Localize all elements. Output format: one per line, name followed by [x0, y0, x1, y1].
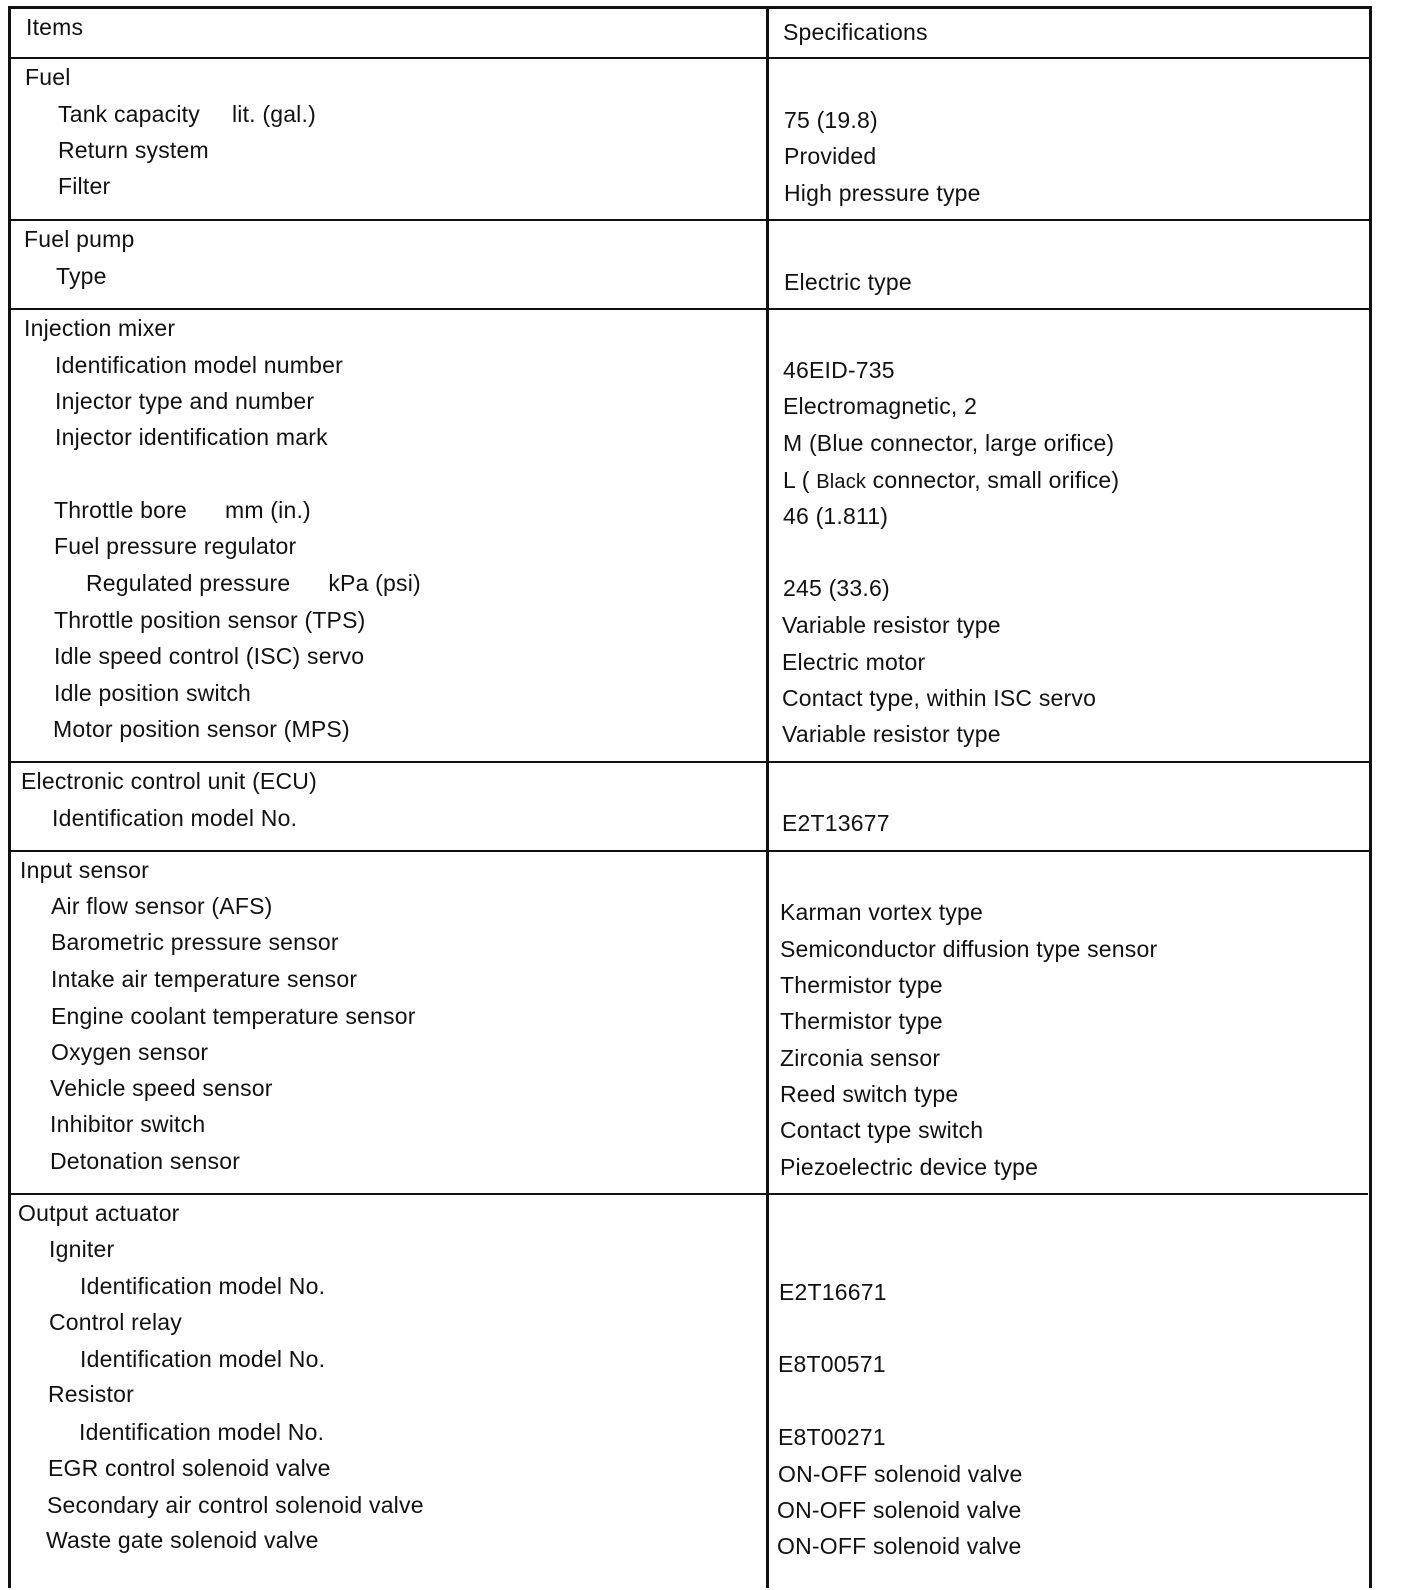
item-value: E8T00271: [778, 1424, 886, 1450]
item-label: Intake air temperature sensor: [51, 966, 358, 992]
item-value: Zirconia sensor: [780, 1045, 941, 1071]
item-value: Electromagnetic, 2: [783, 393, 978, 419]
item-value: 46EID-735: [783, 357, 895, 383]
section-title-output-actuator: Output actuator: [18, 1200, 180, 1226]
item-value: ON-OFF solenoid valve: [777, 1497, 1022, 1523]
item-value: Karman vortex type: [780, 899, 984, 925]
table-top-border: [8, 6, 1372, 9]
section-title-input-sensor: Input sensor: [20, 857, 149, 883]
item-label: Type: [56, 263, 107, 289]
table-right-border: [1369, 6, 1372, 1588]
section-divider: [8, 219, 1372, 221]
table-left-border: [8, 6, 11, 1588]
item-label: Barometric pressure sensor: [51, 929, 339, 955]
item-label: Fuel pressure regulator: [54, 533, 297, 559]
item-value: Electric type: [784, 269, 912, 295]
item-label: Injector type and number: [55, 388, 315, 414]
item-value: Semiconductor diffusion type sensor: [780, 936, 1158, 962]
item-label: Identification model No.: [80, 1273, 326, 1299]
item-label: Idle speed control (ISC) servo: [54, 643, 365, 669]
item-label: Control relay: [49, 1309, 182, 1335]
spec-table: [8, 6, 1372, 1588]
item-value: ON-OFF solenoid valve: [777, 1533, 1022, 1559]
item-label: Identification model No.: [52, 805, 298, 831]
column-divider: [766, 6, 769, 1588]
item-value: L ( Black connector, small orifice): [783, 467, 1120, 493]
item-value: Contact type, within ISC servo: [782, 685, 1097, 711]
item-label: Motor position sensor (MPS): [53, 716, 350, 742]
item-label: Engine coolant temperature sensor: [51, 1003, 416, 1029]
item-value: Reed switch type: [780, 1081, 959, 1107]
item-label: Injector identification mark: [55, 424, 328, 450]
header-items: Items: [26, 14, 84, 40]
item-value: Contact type switch: [780, 1117, 984, 1143]
item-label: Oxygen sensor: [51, 1039, 209, 1065]
item-label: Tank capacity lit. (gal.): [58, 101, 316, 127]
item-label: EGR control solenoid valve: [48, 1455, 331, 1481]
item-label: Identification model No.: [80, 1346, 326, 1372]
section-title-fuel-pump: Fuel pump: [24, 226, 135, 252]
item-label: Filter: [58, 173, 111, 199]
item-value: E8T00571: [778, 1351, 886, 1377]
item-label: Resistor: [48, 1381, 134, 1407]
item-value: E2T16671: [779, 1279, 887, 1305]
item-value: Variable resistor type: [782, 721, 1001, 747]
item-label: Air flow sensor (AFS): [51, 893, 273, 919]
item-value: Variable resistor type: [782, 612, 1001, 638]
item-label: Regulated pressure kPa (psi): [86, 570, 421, 596]
item-label: Igniter: [49, 1236, 115, 1262]
item-value: ON-OFF solenoid valve: [778, 1461, 1023, 1487]
item-label: Inhibitor switch: [50, 1111, 206, 1137]
section-title-fuel: Fuel: [25, 64, 71, 90]
item-value: 245 (33.6): [783, 575, 890, 601]
item-label: Identification model number: [55, 352, 343, 378]
item-label: Secondary air control solenoid valve: [47, 1492, 424, 1518]
item-value: Electric motor: [782, 649, 926, 675]
section-divider: [8, 761, 1370, 763]
item-label: Idle position switch: [54, 680, 252, 706]
item-value: 46 (1.811): [783, 503, 889, 529]
section-title-injection-mixer: Injection mixer: [24, 315, 176, 341]
item-label: Vehicle speed sensor: [50, 1075, 273, 1101]
item-value: Thermistor type: [780, 1008, 943, 1034]
item-label: Throttle bore mm (in.): [54, 497, 311, 523]
section-divider: [8, 1193, 1368, 1195]
section-divider: [8, 308, 1372, 310]
item-label: Detonation sensor: [50, 1148, 241, 1174]
item-label: Identification model No.: [79, 1419, 325, 1445]
header-specifications: Specifications: [783, 19, 928, 45]
item-value: E2T13677: [782, 810, 890, 836]
item-value: Thermistor type: [780, 972, 943, 998]
section-title-ecu: Electronic control unit (ECU): [21, 768, 317, 794]
item-value: M (Blue connector, large orifice): [783, 430, 1115, 456]
item-value: Provided: [784, 143, 877, 169]
item-value: High pressure type: [784, 180, 981, 206]
section-divider: [8, 850, 1370, 852]
item-label: Waste gate solenoid valve: [46, 1527, 319, 1553]
header-divider: [8, 57, 1372, 59]
item-value: 75 (19.8): [784, 107, 878, 133]
item-label: Return system: [58, 137, 209, 163]
item-value: Piezoelectric device type: [780, 1154, 1039, 1180]
item-label: Throttle position sensor (TPS): [54, 607, 366, 633]
